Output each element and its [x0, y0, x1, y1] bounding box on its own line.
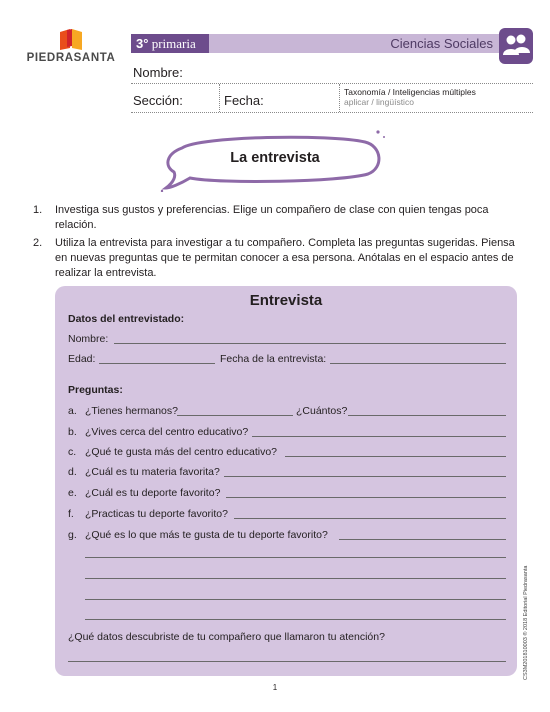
page-number: 1 — [272, 683, 278, 692]
closing-question: ¿Qué datos descubriste de tu compañero que llamaron tu atención? — [68, 631, 385, 643]
blank-question-line[interactable] — [85, 578, 506, 579]
answer-line[interactable] — [339, 539, 506, 540]
question-letter: g. — [68, 529, 77, 541]
people-icon — [499, 28, 533, 64]
interview-date-line[interactable] — [330, 363, 506, 364]
grade-level: primaria — [148, 36, 196, 51]
question-text: ¿Qué es lo que más te gusta de tu deporte favorito? — [85, 529, 328, 541]
page-title: La entrevista — [230, 150, 320, 166]
blank-question-line[interactable] — [85, 599, 506, 600]
subject-label: Ciencias Sociales — [209, 34, 499, 53]
grade-number: 3° — [136, 36, 149, 51]
field-bottom-line — [131, 112, 533, 113]
answer-line[interactable] — [348, 415, 506, 416]
grade-label — [131, 34, 209, 53]
section-field-label: Sección: — [133, 93, 183, 108]
field-divider — [339, 84, 340, 112]
interview-panel — [55, 286, 517, 676]
taxonomy-values: aplicar / lingüístico — [344, 97, 414, 107]
book-logo-icon — [58, 26, 84, 52]
instruction-number: 1. — [33, 204, 43, 216]
question-letter: f. — [68, 508, 74, 520]
age-line[interactable] — [99, 363, 215, 364]
answer-line[interactable] — [177, 415, 293, 416]
copyright-code: CS3M201810003 ® 2018 Editorial Piedrasanta — [523, 565, 529, 680]
age-label: Edad: — [68, 353, 96, 365]
taxonomy-label: Taxonomía / Inteligencias múltiples — [344, 87, 476, 97]
logo-text: PIEDRASANTA — [26, 52, 116, 64]
interview-title: Entrevista — [249, 292, 323, 309]
answer-line[interactable] — [224, 476, 506, 477]
question-text: ¿Practicas tu deporte favorito? — [85, 508, 228, 520]
question-text: ¿Qué te gusta más del centro educativo? — [85, 446, 278, 458]
date-field-label: Fecha: — [224, 93, 264, 108]
closing-answer-line[interactable] — [68, 661, 506, 662]
answer-line[interactable] — [285, 456, 506, 457]
answer-line[interactable] — [252, 436, 506, 437]
question-text: ¿Cuántos? — [296, 405, 348, 417]
name-field-label: Nombre: — [133, 65, 183, 80]
publisher-logo — [25, 26, 117, 70]
question-text: ¿Vives cerca del centro educativo? — [85, 426, 249, 438]
instruction-number: 2. — [33, 237, 43, 249]
question-letter: b. — [68, 426, 77, 438]
question-text: ¿Cuál es tu deporte favorito? — [85, 487, 221, 499]
blank-question-line[interactable] — [85, 557, 506, 558]
interviewee-name-line[interactable] — [114, 343, 506, 344]
instruction-text: Utiliza la entrevista para investigar a tu compañero. Completa las preguntas sugeridas. Piensa en nuevas preguntas que te permitan conocer a esa persona. Anótalas en el espacio antes de realizar la entrevista. — [55, 237, 515, 279]
name-field-line[interactable] — [131, 83, 533, 84]
interviewee-data-heading: Datos del entrevistado: — [68, 313, 185, 325]
field-divider — [219, 84, 220, 112]
question-letter: d. — [68, 466, 77, 478]
question-text: ¿Cuál es tu materia favorita? — [85, 466, 220, 478]
interviewee-name-label: Nombre: — [68, 333, 109, 345]
question-letter: c. — [68, 446, 77, 458]
interview-date-label: Fecha de la entrevista: — [220, 353, 327, 365]
instruction-text: Investiga sus gustos y preferencias. Elige un compañero de clase con quien tengas poca relación. — [55, 204, 489, 231]
question-text: ¿Tienes hermanos? — [85, 405, 178, 417]
answer-line[interactable] — [226, 497, 506, 498]
answer-line[interactable] — [234, 518, 506, 519]
question-letter: e. — [68, 487, 77, 499]
question-letter: a. — [68, 405, 77, 417]
blank-question-line[interactable] — [85, 619, 506, 620]
questions-heading: Preguntas: — [68, 384, 123, 396]
